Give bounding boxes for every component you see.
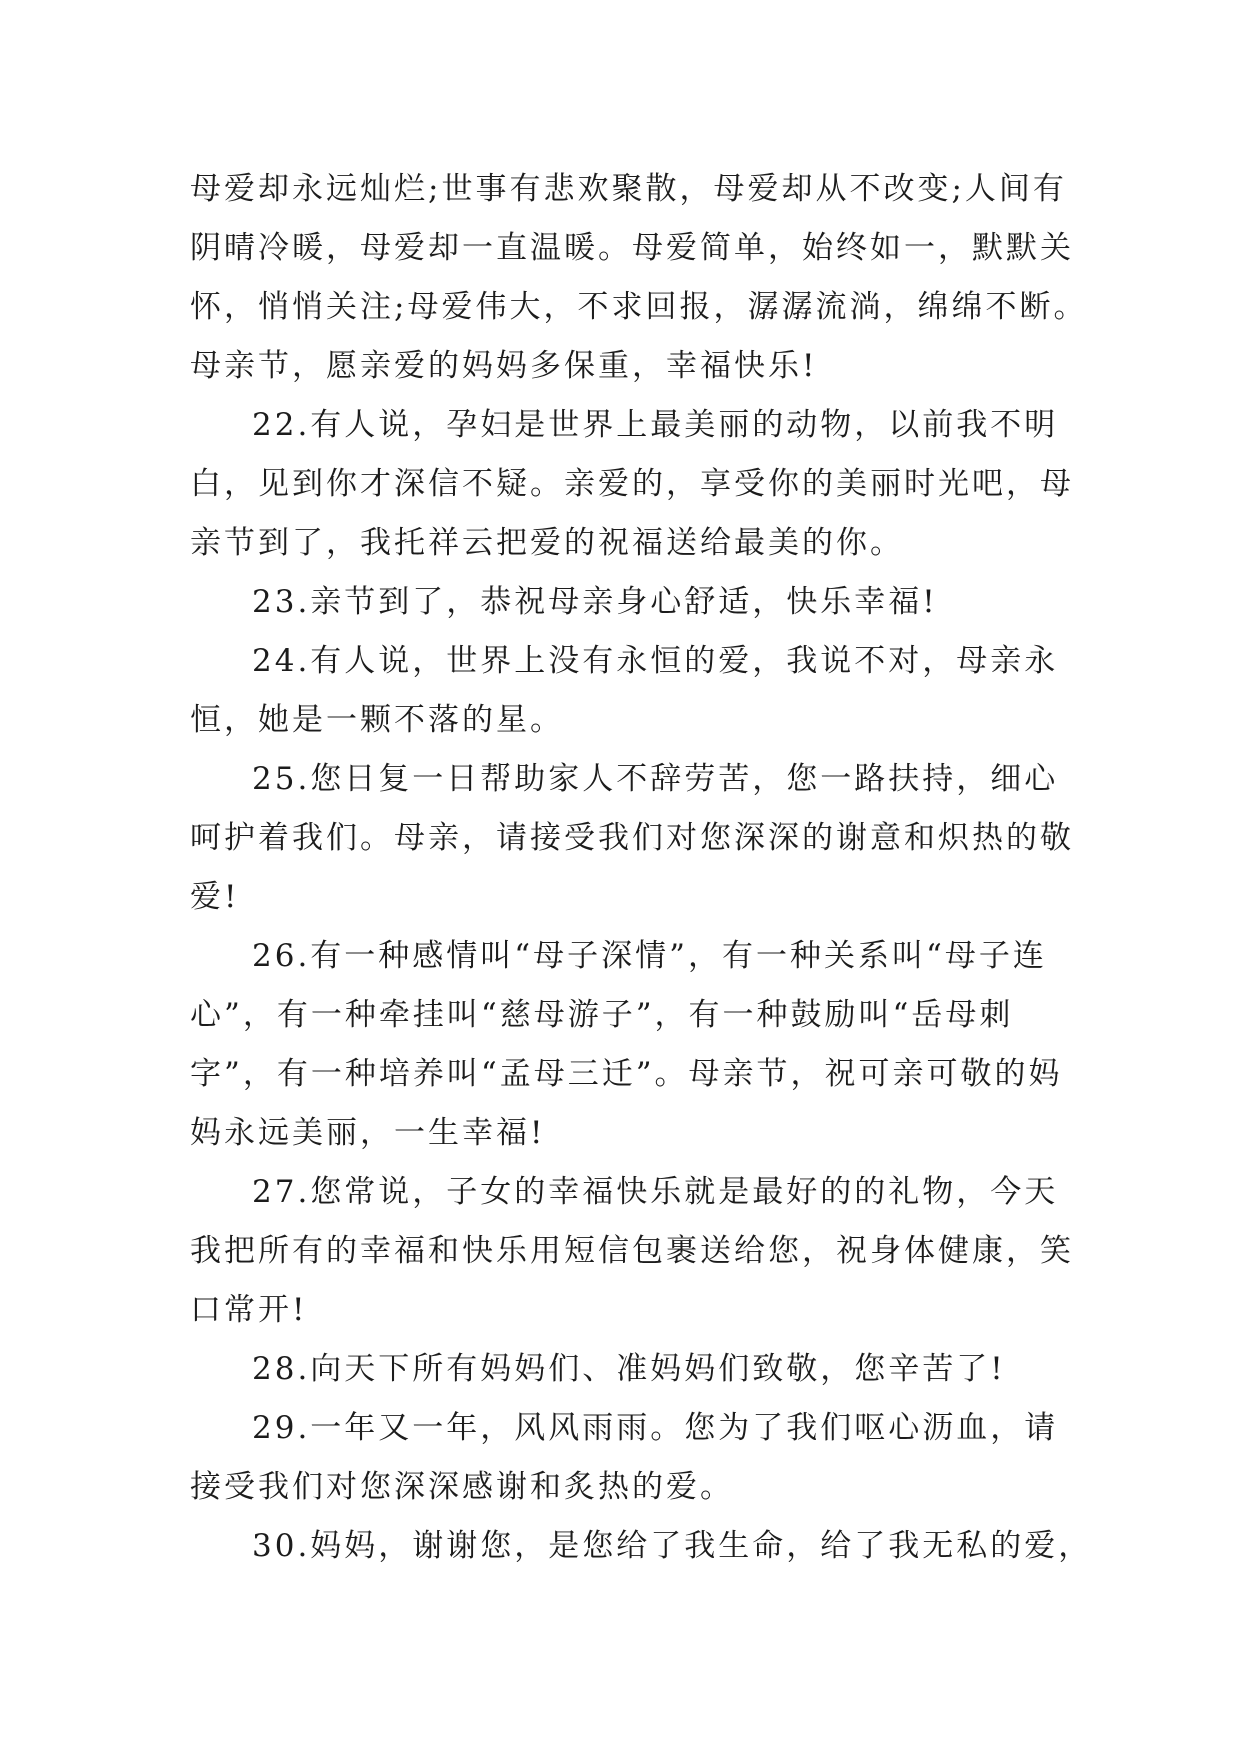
- text-line: 母亲节，愿亲爱的妈妈多保重，幸福快乐!: [190, 348, 818, 384]
- paragraph-28: [190, 1340, 1070, 1399]
- text-line: 口常开!: [190, 1292, 308, 1328]
- text-line: 22.有人说，孕妇是世界上最美丽的动物，以前我不明: [252, 407, 1059, 443]
- text-line: 接受我们对您深深感谢和炙热的爱。: [190, 1469, 734, 1505]
- text-line: 心”，有一种牵挂叫“慈母游子”，有一种鼓励叫“岳母刺: [190, 997, 1014, 1033]
- paragraph-27: [190, 1163, 1074, 1340]
- paragraph-26: [190, 927, 1070, 1163]
- text-line: 我把所有的幸福和快乐用短信包裹送给您，祝身体健康，笑: [190, 1233, 1074, 1269]
- paragraph-30: [190, 1517, 1093, 1576]
- text-line: 阴晴冷暖，母爱却一直温暖。母爱简单，始终如一，默默关: [190, 230, 1074, 266]
- document-body: [190, 160, 1093, 1576]
- text-line: 亲节到了，我托祥云把爱的祝福送给最美的你。: [190, 525, 904, 561]
- text-line: 25.您日复一日帮助家人不辞劳苦，您一路扶持，细心: [252, 761, 1059, 797]
- text-line: 字”，有一种培养叫“孟母三迁”。母亲节，祝可亲可敬的妈: [190, 1056, 1063, 1092]
- text-line: 妈永远美丽，一生幸福!: [190, 1115, 546, 1151]
- text-line: 呵护着我们。母亲，请接受我们对您深深的谢意和炽热的敬: [190, 820, 1074, 856]
- paragraph-continuation: [190, 160, 1088, 396]
- text-line: 29.一年又一年，风风雨雨。您为了我们呕心沥血，请: [252, 1410, 1059, 1446]
- text-line: 爱!: [190, 879, 240, 915]
- paragraph-24: [190, 632, 1070, 750]
- paragraph-25: [190, 750, 1074, 927]
- text-line: 28.向天下所有妈妈们、准妈妈们致敬，您辛苦了!: [252, 1351, 1006, 1387]
- text-line: 27.您常说，子女的幸福快乐就是最好的的礼物，今天: [252, 1174, 1059, 1210]
- paragraph-22: [190, 396, 1074, 573]
- text-line: 26.有一种感情叫“母子深情”，有一种关系叫“母子连: [252, 938, 1047, 974]
- paragraph-23: [190, 573, 1070, 632]
- text-line: 母爱却永远灿烂;世事有悲欢聚散，母爱却从不改变;人间有: [190, 171, 1067, 207]
- text-line: 24.有人说，世界上没有永恒的爱，我说不对，母亲永: [252, 643, 1059, 679]
- paragraph-29: [190, 1399, 1070, 1517]
- text-line: 白，见到你才深信不疑。亲爱的，享受你的美丽时光吧，母: [190, 466, 1074, 502]
- text-line: 23.亲节到了，恭祝母亲身心舒适，快乐幸福!: [252, 584, 938, 620]
- text-line: 恒，她是一颗不落的星。: [190, 702, 564, 738]
- text-line: 30.妈妈，谢谢您，是您给了我生命，给了我无私的爱，: [252, 1528, 1093, 1564]
- text-line: 怀，悄悄关注;母爱伟大，不求回报，潺潺流淌，绵绵不断。: [190, 289, 1088, 325]
